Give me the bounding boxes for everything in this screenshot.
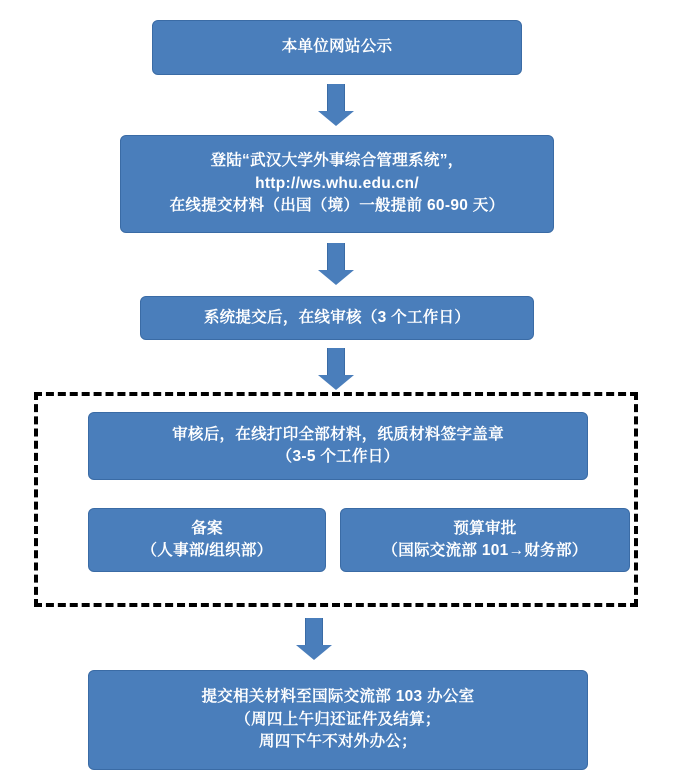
flow-node-budget-approval[interactable] xyxy=(340,508,630,572)
flow-node-publicity[interactable] xyxy=(152,20,522,75)
flow-node-online-review[interactable] xyxy=(140,296,534,340)
flow-node-print-materials[interactable] xyxy=(88,412,588,480)
flow-node-review-line-1: 系统提交后，在线审核（3 个工作日） xyxy=(203,308,471,326)
flow-node-submit-line-2: （周四上午归还证件及结算； xyxy=(235,710,441,728)
arrow-publicity-to-login xyxy=(318,84,354,126)
flow-node-login-system[interactable] xyxy=(120,135,554,233)
flow-node-budget-line-2: （国际交流部 101→财务部） xyxy=(382,542,588,559)
flow-node-submit-line-1: 提交相关材料至国际交流部 103 办公室 xyxy=(201,688,475,706)
flow-node-budget-line-1: 预算审批 xyxy=(453,519,517,537)
arrow-login-to-review xyxy=(318,243,354,285)
flow-node-login-line-3: 在线提交材料（出国（境）一般提前 60-90 天） xyxy=(169,197,505,215)
flow-node-publicity-line-1: 本单位网站公示 xyxy=(281,38,393,56)
flow-node-submit-office[interactable] xyxy=(88,670,588,770)
flow-node-login-line-1: 登陆“武汉大学外事综合管理系统”， xyxy=(210,152,464,170)
arrow-group-to-submit xyxy=(296,618,332,660)
flow-node-record-filing[interactable] xyxy=(88,508,326,572)
flow-node-record-line-2: （人事部/组织部） xyxy=(141,542,273,559)
flow-node-submit-line-3: 周四下午不对外办公； xyxy=(258,733,417,751)
arrow-review-to-print-group xyxy=(318,348,354,390)
flow-node-print-line-1: 审核后，在线打印全部材料，纸质材料签字盖章 xyxy=(172,425,504,443)
flow-node-record-line-1: 备案 xyxy=(191,519,223,537)
flow-node-login-line-2: http://ws.whu.edu.cn/ xyxy=(255,174,419,192)
flow-node-print-line-2: （3-5 个工作日） xyxy=(276,448,400,465)
